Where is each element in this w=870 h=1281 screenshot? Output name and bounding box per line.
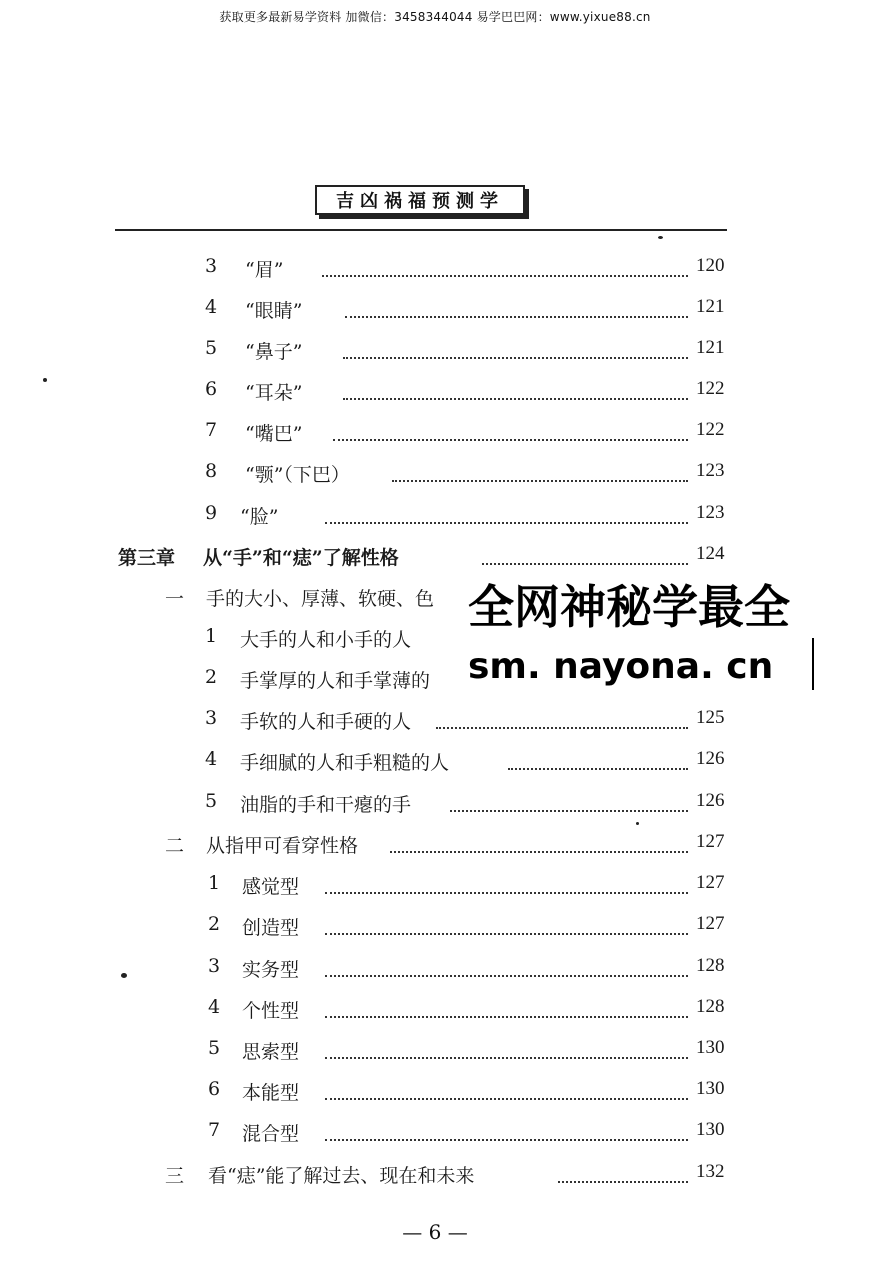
toc-entry xyxy=(0,996,870,1026)
toc-entry-page: 124 xyxy=(696,543,725,564)
scan-speck xyxy=(121,973,127,978)
toc-entry-page: 130 xyxy=(696,1037,725,1058)
dot-leader xyxy=(343,398,688,400)
toc-entry-page: 125 xyxy=(696,707,725,728)
toc-entry-number: 6 xyxy=(208,1078,221,1100)
toc-entry-number: 2 xyxy=(208,913,221,935)
scan-speck xyxy=(658,236,663,239)
toc-entry-title: “眉” xyxy=(245,259,284,281)
toc-entry-page: 123 xyxy=(696,460,725,481)
toc-entry xyxy=(0,955,870,985)
section-number: 三 xyxy=(165,1165,185,1187)
toc-entry-page: 126 xyxy=(696,790,725,811)
toc-entry-title: 手细腻的人和手粗糙的人 xyxy=(240,752,450,774)
toc-entry-number: 1 xyxy=(208,872,221,894)
dot-leader xyxy=(390,851,688,853)
toc-entry-page: 121 xyxy=(696,337,725,358)
toc-entry-number: 5 xyxy=(208,1037,221,1059)
toc-entry xyxy=(0,460,870,490)
toc-entry xyxy=(0,790,870,820)
dot-leader xyxy=(325,933,688,935)
toc-entry-title: 油脂的手和干瘪的手 xyxy=(240,794,412,816)
toc-entry-number: 5 xyxy=(205,790,218,812)
toc-entry-title: “鼻子” xyxy=(245,341,303,363)
toc-entry-number: 3 xyxy=(205,707,218,729)
toc-entry xyxy=(0,296,870,326)
dot-leader xyxy=(325,892,688,894)
running-header-title: 吉凶祸福预测学 xyxy=(315,185,525,215)
toc-entry-title: 手软的人和手硬的人 xyxy=(240,711,412,733)
toc-entry-page: 132 xyxy=(696,1161,725,1182)
dot-leader xyxy=(392,480,688,482)
toc-entry xyxy=(0,1119,870,1149)
chapter-title: 从“手”和“痣”了解性格 xyxy=(203,547,399,569)
toc-entry-title: “颚”（下巴） xyxy=(245,464,350,486)
toc-entry xyxy=(0,502,870,532)
toc-entry xyxy=(0,378,870,408)
toc-entry-page: 120 xyxy=(696,255,725,276)
toc-entry-page: 122 xyxy=(696,419,725,440)
dot-leader xyxy=(325,1139,688,1141)
toc-entry-title: “耳朵” xyxy=(245,382,303,404)
watermark-title: 全网神秘学最全 xyxy=(468,578,868,636)
toc-entry-number: 7 xyxy=(205,419,218,441)
toc-entry-page: 130 xyxy=(696,1119,725,1140)
watermark-url: sm. nayona. cn xyxy=(468,642,813,692)
toc-entry-title: 思索型 xyxy=(242,1041,300,1063)
toc-entry-number: 2 xyxy=(205,666,218,688)
section-title: 手的大小、厚薄、软硬、色 xyxy=(206,588,435,610)
toc-entry-title: 感觉型 xyxy=(242,876,300,898)
toc-entry-page: 128 xyxy=(696,955,725,976)
scan-speck xyxy=(43,378,47,382)
toc-entry xyxy=(0,337,870,367)
dot-leader xyxy=(322,275,688,277)
toc-entry xyxy=(0,707,870,737)
section-title: 从指甲可看穿性格 xyxy=(206,835,359,857)
page-number: — 6 — xyxy=(402,1220,468,1244)
section-title: 看“痣”能了解过去、现在和未来 xyxy=(208,1165,475,1187)
toc-entry-title: 个性型 xyxy=(242,1000,300,1022)
toc-entry xyxy=(0,1037,870,1067)
dot-leader xyxy=(436,727,688,729)
toc-entry-number: 3 xyxy=(205,255,218,277)
toc-entry xyxy=(0,913,870,943)
toc-entry-page: 128 xyxy=(696,996,725,1017)
dot-leader xyxy=(558,1181,688,1183)
dot-leader xyxy=(343,357,688,359)
toc-entry-number: 4 xyxy=(205,748,218,770)
dot-leader xyxy=(482,563,688,565)
dot-leader xyxy=(450,810,688,812)
toc-entry-title: 手掌厚的人和手掌薄的 xyxy=(240,670,431,692)
toc-entry-title: 混合型 xyxy=(242,1123,300,1145)
toc-chapter xyxy=(0,543,870,573)
toc-entry-title: 大手的人和小手的人 xyxy=(240,629,412,651)
toc-section xyxy=(0,831,870,861)
toc-entry-title: 创造型 xyxy=(242,917,300,939)
toc-entry-page: 127 xyxy=(696,831,725,852)
toc-entry-page: 127 xyxy=(696,913,725,934)
section-number: 一 xyxy=(165,588,185,610)
toc-entry-number: 3 xyxy=(208,955,221,977)
toc-entry-page: 130 xyxy=(696,1078,725,1099)
toc-entry-page: 123 xyxy=(696,502,725,523)
toc-entry-title: 本能型 xyxy=(242,1082,300,1104)
toc-entry-number: 6 xyxy=(205,378,218,400)
toc-section xyxy=(0,1161,870,1191)
dot-leader xyxy=(325,1057,688,1059)
toc-entry-page: 122 xyxy=(696,378,725,399)
toc-entry-page: 121 xyxy=(696,296,725,317)
toc-entry-number: 1 xyxy=(205,625,218,647)
chapter-number: 第三章 xyxy=(118,547,176,569)
toc-entry-number: 4 xyxy=(205,296,218,318)
toc-entry-title: 实务型 xyxy=(242,959,300,981)
toc-entry xyxy=(0,748,870,778)
dot-leader xyxy=(333,439,688,441)
toc-entry-number: 9 xyxy=(205,502,218,524)
dot-leader xyxy=(325,1098,688,1100)
dot-leader xyxy=(508,768,688,770)
header-rule xyxy=(115,229,727,231)
toc-entry xyxy=(0,419,870,449)
toc-entry-page: 126 xyxy=(696,748,725,769)
toc-entry-number: 5 xyxy=(205,337,218,359)
toc-entry xyxy=(0,872,870,902)
toc-entry-page: 127 xyxy=(696,872,725,893)
toc-entry xyxy=(0,255,870,285)
scan-speck xyxy=(636,822,639,825)
toc-entry-number: 8 xyxy=(205,460,218,482)
dot-leader xyxy=(345,316,688,318)
toc-entry-title: “嘴巴” xyxy=(245,423,303,445)
toc-entry-number: 4 xyxy=(208,996,221,1018)
source-banner: 获取更多最新易学资料 加微信：3458344044 易学巴巴网：www.yixue88.cn xyxy=(219,10,651,24)
toc-entry xyxy=(0,1078,870,1108)
dot-leader xyxy=(325,522,688,524)
text-cursor xyxy=(812,638,814,690)
toc-entry-number: 7 xyxy=(208,1119,221,1141)
section-number: 二 xyxy=(165,835,185,857)
dot-leader xyxy=(325,975,688,977)
dot-leader xyxy=(325,1016,688,1018)
toc-entry-title: “眼睛” xyxy=(245,300,303,322)
toc-entry-title: “脸” xyxy=(240,506,279,528)
